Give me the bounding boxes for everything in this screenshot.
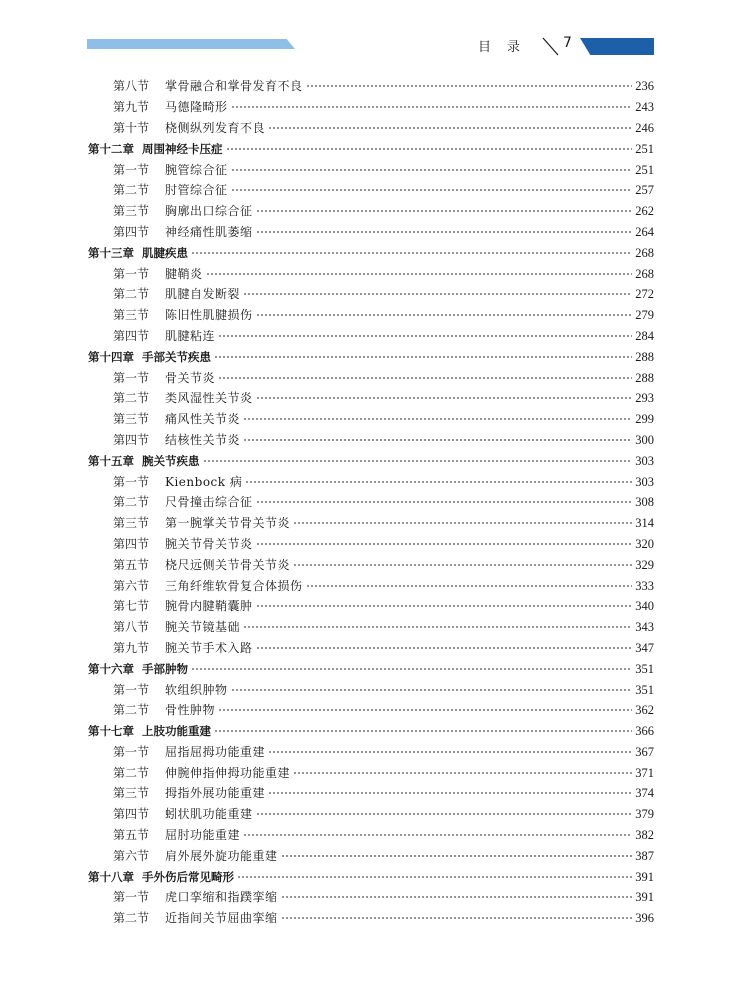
toc-section-row[interactable] — [88, 159, 654, 180]
toc-entry-number: 第七节 — [113, 599, 150, 614]
toc-entry-page: 391 — [635, 869, 654, 884]
toc-entry-page: 366 — [635, 724, 654, 739]
toc-entry-number: 第五节 — [113, 557, 150, 572]
toc-leader-dots — [243, 623, 632, 631]
toc-entry-number: 第二节 — [113, 765, 150, 780]
toc-entry-title: 手外伤后常见畸形 — [142, 869, 234, 884]
toc-entry-number: 第五节 — [113, 828, 150, 843]
toc-entry-number: 第二节 — [113, 183, 150, 198]
toc-entry-page: 351 — [635, 682, 654, 697]
toc-entry-title: 桡尺远侧关节骨关节炎 — [165, 557, 291, 572]
toc-entry-title: 腕关节镜基础 — [165, 620, 241, 635]
toc-leader-dots — [214, 727, 632, 735]
toc-section-row[interactable] — [88, 388, 654, 409]
toc-entry-number: 第三节 — [113, 412, 150, 427]
toc-entry-title: 肩外展外旋功能重建 — [165, 848, 278, 863]
toc-chapter-row[interactable] — [88, 450, 654, 471]
toc-entry-number: 第十五章 — [88, 453, 134, 468]
toc-entry-number: 第一节 — [113, 370, 150, 385]
toc-leader-dots — [256, 810, 633, 818]
toc-entry-page: 391 — [635, 890, 654, 905]
toc-entry-number: 第一节 — [113, 682, 150, 697]
toc-entry-title: 神经痛性肌萎缩 — [165, 224, 253, 239]
toc-leader-dots — [243, 415, 632, 423]
toc-leader-dots — [191, 665, 632, 673]
toc-entry-title: 近指间关节屈曲挛缩 — [165, 911, 278, 926]
toc-leader-dots — [281, 852, 633, 860]
toc-section-row[interactable] — [88, 638, 654, 659]
toc-leader-dots — [256, 602, 633, 610]
toc-entry-page: 340 — [635, 599, 654, 614]
toc-entry-title: 上肢功能重建 — [142, 724, 211, 739]
toc-leader-dots — [191, 249, 632, 257]
toc-entry-title: 陈旧性肌腱损伤 — [165, 308, 253, 323]
toc-section-row[interactable] — [88, 825, 654, 846]
toc-entry-number: 第六节 — [113, 578, 150, 593]
toc-entry-title: 类风湿性关节炎 — [165, 391, 253, 406]
toc-entry-page: 371 — [635, 765, 654, 780]
toc-entry-number: 第三节 — [113, 308, 150, 323]
toc-entry-number: 第十八章 — [88, 869, 134, 884]
toc-section-row[interactable] — [88, 471, 654, 492]
toc-entry-title: 腕关节手术入路 — [165, 640, 253, 655]
toc-entry-number: 第九节 — [113, 100, 150, 115]
toc-entry-page: 246 — [635, 120, 654, 135]
toc-leader-dots — [243, 436, 632, 444]
toc-entry-title: 骨性肿物 — [165, 703, 216, 718]
toc-entry-title: 腕关节骨关节炎 — [165, 536, 253, 551]
toc-leader-dots — [231, 686, 633, 694]
toc-entry-title: 胸廓出口综合征 — [165, 204, 253, 219]
toc-entry-page: 284 — [635, 328, 654, 343]
toc-section-row[interactable] — [88, 700, 654, 721]
toc-section-row[interactable] — [88, 284, 654, 305]
toc-entry-title: 肌腱粘连 — [165, 328, 216, 343]
toc-leader-dots — [256, 644, 633, 652]
toc-entry-title: 骨关节炎 — [165, 370, 216, 385]
toc-leader-dots — [231, 186, 633, 194]
toc-section-row[interactable] — [88, 575, 654, 596]
toc-entry-page: 308 — [635, 495, 654, 510]
toc-entry-title: 掌骨融合和掌骨发育不良 — [165, 79, 303, 94]
toc-entry-page: 300 — [635, 432, 654, 447]
toc-section-row[interactable] — [88, 222, 654, 243]
toc-leader-dots — [281, 893, 633, 901]
toc-section-row[interactable] — [88, 76, 654, 97]
toc-leader-dots — [268, 748, 632, 756]
toc-entry-number: 第二节 — [113, 495, 150, 510]
toc-entry-number: 第三节 — [113, 204, 150, 219]
toc-entry-title: 蚓状肌功能重建 — [165, 807, 253, 822]
toc-entry-page: 243 — [635, 100, 654, 115]
toc-entry-number: 第十七章 — [88, 724, 134, 739]
toc-entry-number: 第三节 — [113, 516, 150, 531]
toc-entry-title: 桡侧纵列发育不良 — [165, 120, 266, 135]
toc-section-row[interactable] — [88, 263, 654, 284]
toc-entry-page: 303 — [635, 453, 654, 468]
toc-entry-title: 屈肘功能重建 — [165, 828, 241, 843]
toc-entry-number: 第九节 — [113, 640, 150, 655]
toc-section-row[interactable] — [88, 845, 654, 866]
toc-section-row[interactable] — [88, 617, 654, 638]
toc-entry-number: 第二节 — [113, 703, 150, 718]
toc-entry-number: 第一节 — [113, 474, 150, 489]
toc-entry-number: 第四节 — [113, 536, 150, 551]
toc-entry-title: 腱鞘炎 — [165, 266, 203, 281]
toc-leader-dots — [256, 311, 633, 319]
toc-leader-dots — [214, 353, 632, 361]
toc-leader-dots — [268, 789, 632, 797]
toc-leader-dots — [237, 873, 632, 881]
toc-leader-dots — [256, 540, 633, 548]
toc-chapter-row[interactable] — [88, 346, 654, 367]
toc-entry-page: 347 — [635, 640, 654, 655]
toc-entry-page: 272 — [635, 287, 654, 302]
table-of-contents — [88, 76, 654, 929]
toc-entry-number: 第十六章 — [88, 661, 134, 676]
toc-entry-title: 软组织肿物 — [165, 682, 228, 697]
toc-entry-page: 333 — [635, 578, 654, 593]
toc-entry-page: 396 — [635, 911, 654, 926]
toc-section-row[interactable] — [88, 118, 654, 139]
toc-entry-page: 288 — [635, 349, 654, 364]
toc-leader-dots — [218, 332, 632, 340]
toc-leader-dots — [268, 124, 632, 132]
toc-entry-number: 第八节 — [113, 79, 150, 94]
toc-section-row[interactable] — [88, 513, 654, 534]
toc-section-row[interactable] — [88, 409, 654, 430]
toc-entry-number: 第二节 — [113, 287, 150, 302]
toc-leader-dots — [293, 519, 632, 527]
toc-leader-dots — [231, 166, 633, 174]
toc-entry-page: 288 — [635, 370, 654, 385]
toc-leader-dots — [256, 498, 633, 506]
toc-entry-page: 268 — [635, 266, 654, 281]
toc-entry-title: 手部肿物 — [142, 661, 188, 676]
toc-entry-page: 279 — [635, 308, 654, 323]
toc-entry-page: 351 — [635, 661, 654, 676]
toc-entry-page: 257 — [635, 183, 654, 198]
toc-section-row[interactable] — [88, 492, 654, 513]
toc-entry-number: 第四节 — [113, 328, 150, 343]
toc-entry-page: 329 — [635, 557, 654, 572]
toc-section-row[interactable] — [88, 887, 654, 908]
toc-entry-page: 303 — [635, 474, 654, 489]
toc-leader-dots — [256, 207, 633, 215]
toc-entry-title: 肌腱疾患 — [142, 245, 188, 260]
toc-entry-title: 手部关节疾患 — [142, 349, 211, 364]
toc-entry-number: 第四节 — [113, 807, 150, 822]
toc-entry-page: 362 — [635, 703, 654, 718]
toc-section-row[interactable] — [88, 804, 654, 825]
toc-entry-page: 343 — [635, 620, 654, 635]
toc-entry-page: 367 — [635, 744, 654, 759]
header-divider-slash — [540, 36, 560, 56]
toc-chapter-row[interactable] — [88, 721, 654, 742]
toc-entry-title: 尺骨撞击综合征 — [165, 495, 253, 510]
toc-entry-title: 腕关节疾患 — [142, 453, 200, 468]
toc-entry-title: 周围神经卡压症 — [142, 141, 223, 156]
toc-entry-page: 299 — [635, 412, 654, 427]
toc-entry-number: 第一节 — [113, 162, 150, 177]
toc-entry-page: 382 — [635, 828, 654, 843]
toc-leader-dots — [243, 290, 632, 298]
toc-entry-title: 结核性关节炎 — [165, 432, 241, 447]
toc-entry-page: 374 — [635, 786, 654, 801]
toc-entry-title: 第一腕掌关节骨关节炎 — [165, 516, 291, 531]
toc-section-row[interactable] — [88, 762, 654, 783]
toc-entry-title: 伸腕伸指伸拇功能重建 — [165, 765, 291, 780]
header-accent-bar-right — [580, 38, 654, 55]
toc-entry-title: Kienbock 病 — [165, 474, 243, 489]
toc-entry-title: 虎口挛缩和指蹼挛缩 — [165, 890, 278, 905]
page-number: 7 — [563, 35, 572, 51]
toc-entry-number: 第一节 — [113, 744, 150, 759]
toc-entry-page: 264 — [635, 224, 654, 239]
toc-entry-number: 第四节 — [113, 432, 150, 447]
toc-section-row[interactable] — [88, 97, 654, 118]
toc-leader-dots — [243, 831, 632, 839]
toc-section-row[interactable] — [88, 554, 654, 575]
toc-entry-number: 第四节 — [113, 224, 150, 239]
toc-entry-number: 第十三章 — [88, 245, 134, 260]
toc-leader-dots — [306, 582, 633, 590]
toc-section-row[interactable] — [88, 180, 654, 201]
toc-section-row[interactable] — [88, 326, 654, 347]
toc-leader-dots — [256, 394, 633, 402]
toc-entry-page: 262 — [635, 204, 654, 219]
toc-leader-dots — [256, 228, 633, 236]
toc-leader-dots — [281, 914, 633, 922]
toc-entry-title: 屈指屈拇功能重建 — [165, 744, 266, 759]
toc-entry-number: 第六节 — [113, 848, 150, 863]
toc-chapter-row[interactable] — [88, 242, 654, 263]
page-title-char-1: 目 — [478, 39, 492, 55]
toc-entry-number: 第十二章 — [88, 141, 134, 156]
toc-section-row[interactable] — [88, 783, 654, 804]
toc-section-row[interactable] — [88, 367, 654, 388]
toc-entry-number: 第十四章 — [88, 349, 134, 364]
toc-leader-dots — [226, 145, 633, 153]
toc-leader-dots — [206, 270, 633, 278]
toc-section-row[interactable] — [88, 305, 654, 326]
toc-entry-number: 第二节 — [113, 391, 150, 406]
toc-entry-title: 腕骨内腱鞘囊肿 — [165, 599, 253, 614]
toc-entry-title: 痛风性关节炎 — [165, 412, 241, 427]
toc-leader-dots — [306, 82, 633, 90]
toc-entry-number: 第一节 — [113, 890, 150, 905]
toc-leader-dots — [218, 706, 632, 714]
toc-entry-page: 236 — [635, 79, 654, 94]
toc-entry-page: 387 — [635, 848, 654, 863]
page-title — [478, 34, 526, 56]
toc-entry-page: 251 — [635, 141, 654, 156]
toc-entry-page: 379 — [635, 807, 654, 822]
toc-section-row[interactable] — [88, 596, 654, 617]
toc-section-row[interactable] — [88, 430, 654, 451]
toc-section-row[interactable] — [88, 201, 654, 222]
header-accent-bar-left — [87, 39, 295, 49]
toc-entry-number: 第二节 — [113, 911, 150, 926]
toc-entry-number: 第八节 — [113, 620, 150, 635]
toc-leader-dots — [293, 769, 632, 777]
toc-entry-title: 三角纤维软骨复合体损伤 — [165, 578, 303, 593]
toc-section-row[interactable] — [88, 908, 654, 929]
toc-entry-number: 第十节 — [113, 120, 150, 135]
toc-leader-dots — [203, 457, 633, 465]
page-title-char-2: 录 — [507, 39, 521, 55]
toc-entry-page: 251 — [635, 162, 654, 177]
toc-entry-number: 第三节 — [113, 786, 150, 801]
toc-entry-title: 腕管综合征 — [165, 162, 228, 177]
toc-entry-page: 320 — [635, 536, 654, 551]
toc-chapter-row[interactable] — [88, 658, 654, 679]
toc-section-row[interactable] — [88, 534, 654, 555]
toc-entry-page: 293 — [635, 391, 654, 406]
toc-entry-title: 马德隆畸形 — [165, 100, 228, 115]
toc-leader-dots — [231, 103, 633, 111]
toc-entry-number: 第一节 — [113, 266, 150, 281]
toc-entry-page: 314 — [635, 516, 654, 531]
toc-entry-title: 肌腱自发断裂 — [165, 287, 241, 302]
toc-leader-dots — [245, 478, 632, 486]
toc-entry-title: 拇指外展功能重建 — [165, 786, 266, 801]
toc-section-row[interactable] — [88, 742, 654, 763]
toc-chapter-row[interactable] — [88, 866, 654, 887]
toc-section-row[interactable] — [88, 679, 654, 700]
toc-entry-title: 肘管综合征 — [165, 183, 228, 198]
toc-leader-dots — [218, 374, 632, 382]
toc-entry-page: 268 — [635, 245, 654, 260]
toc-chapter-row[interactable] — [88, 138, 654, 159]
toc-leader-dots — [293, 561, 632, 569]
